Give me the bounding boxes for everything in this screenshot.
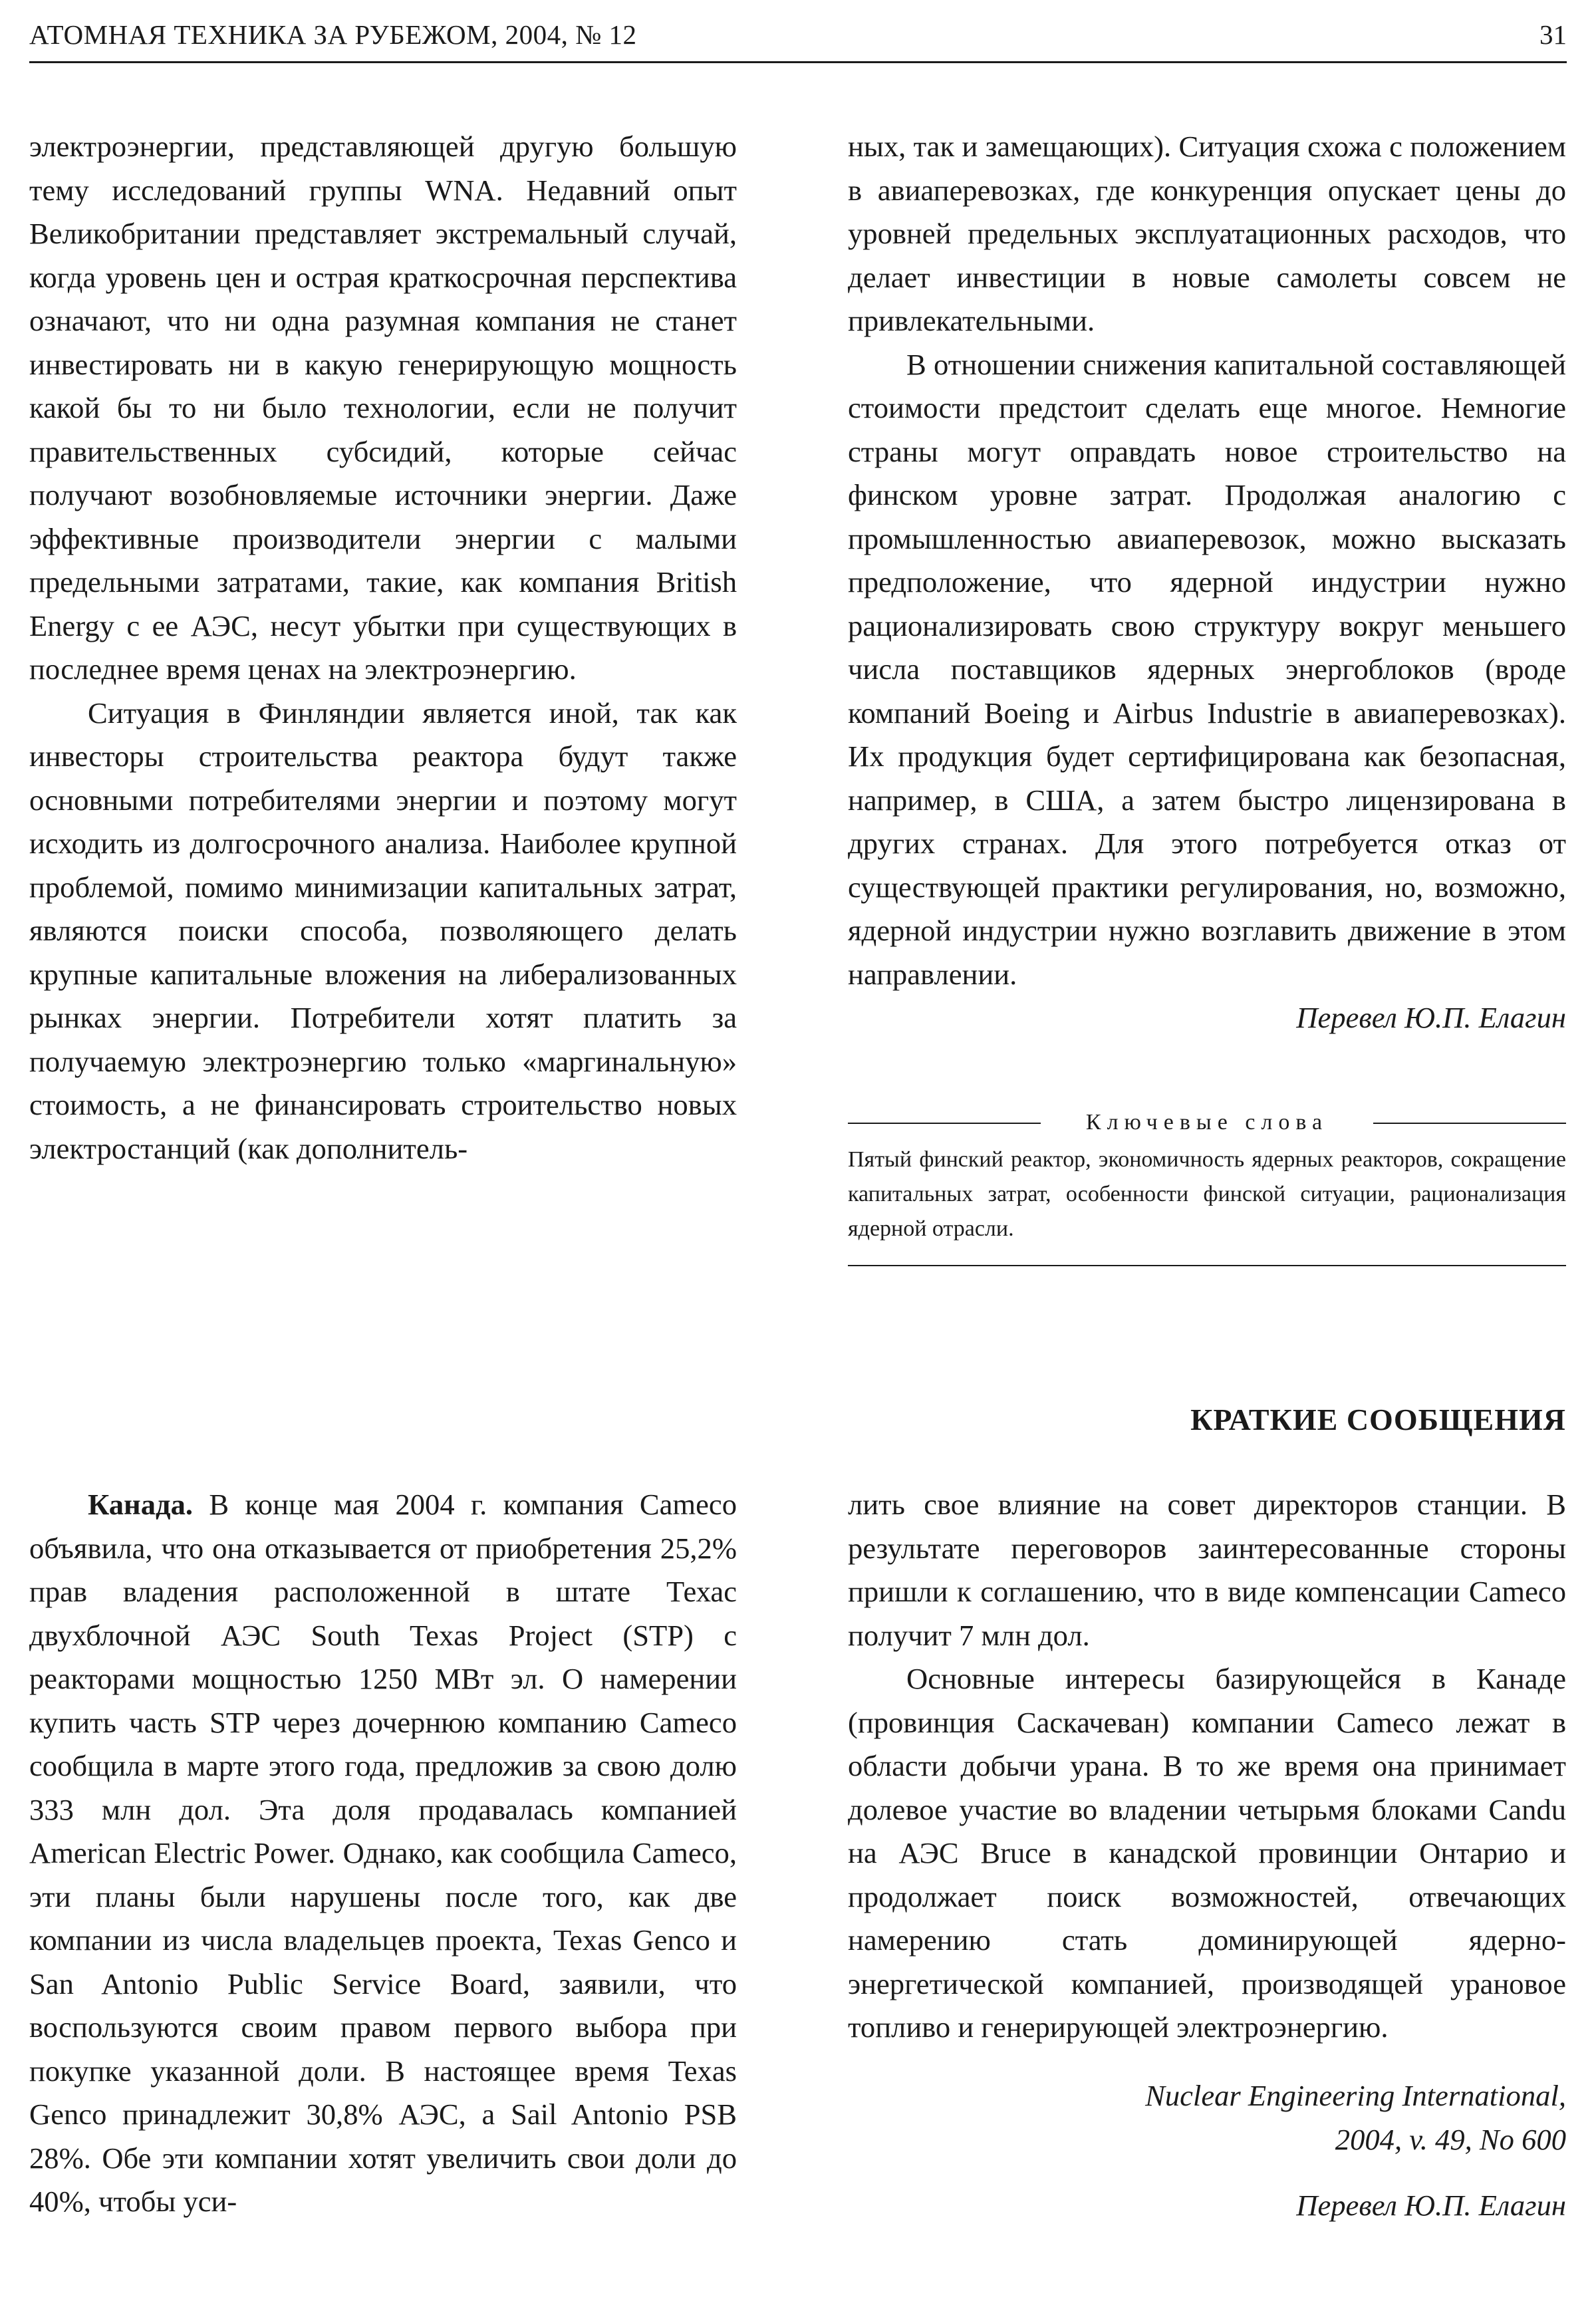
article-paragraph: электроэнергии, представляющей другую большую тему исследований группы WNA. Недавний опыт Великобритании представляет экстремальный случай, когда уровень цен и острая краткосрочная перспектива означают, что ни одна разумная компания не станет инвестировать ни в какую генерирующую мощность какой бы то ни было технологии, если не получит правительственных субсидий, которые сейчас получают возобновляемые источники энергии. Даже эффективные производители энергии с малыми предельными затратами, такие, как компания British Energy с ее АЭС, несут убытки при существующих в последнее время ценах на электроэнергию.	[29, 130, 737, 686]
news-country: Канада.	[88, 1488, 194, 1521]
news-text: В конце мая 2004 г. компания Cameco объявила, что она отказывается от приобретения 25,2% прав владения расположенной в штате Техас двухблочной АЭС South Texas Project (STP) с реакторами мощностью 1250 МВт эл. О намерении купить часть STP через дочернюю компанию Cameco сообщила в марте этого года, предложив за свою долю 333 млн дол. Эта доля продавалась компанией American Electric Power. Однако, как сообщила Cameco, эти планы были нарушены после того, как две компании из числа владельцев проекта, Texas Genco и San Antonio Public Service Board, заявили, что воспользуются своим правом первого выбора при покупке указанной доли. В настоящее время Texas Genco принадлежит 30,8% АЭС, а Sail Antonio PSB 28%. Обе эти компании хотят увеличить свои доли до 40%, чтобы уси-	[29, 1488, 737, 2218]
article-paragraph: Ситуация в Финляндии является иной, так как инвесторы строительства реактора будут также основными потребителями энергии и поэтому могут исходить из долгосрочного анализа. Наиболее крупной проблемой, помимо минимизации капитальных затрат, являются поиски способа, позволяющего делать крупные капитальные вложения на либерализованных рынках энергии. Потребители хотят платить за получаемую электроэнергию только «маргинальную» стоимость, а не финансировать строительство новых электростанций (как дополнитель-	[29, 696, 737, 1165]
article-paragraph: В отношении снижения капитальной составляющей стоимости предстоит сделать еще многое. Немногие страны могут оправдать новое строительство на финском уровне затрат. Продолжая аналогию с промышленностью авиаперевозок, можно высказать предположение, что ядерной индустрии нужно рационализировать свою структуру вокруг меньшего числа поставщиков ядерных энергоблоков (вроде компаний Boeing и Airbus Industrie в авиаперевозках). Их продукция будет сертифицирована как безопасная, например, в США, а затем быстро лицензирована в других странах. Для этого потребуется отказ от существующей практики регулирования, но, возможно, ядерной индустрии нужно возглавить движение в этом направлении.	[848, 347, 1566, 991]
page-number: 31	[1539, 19, 1567, 50]
article-column-left	[29, 125, 737, 1170]
source-line: 2004, v. 49, No 600	[1335, 2122, 1566, 2156]
translator-signature: Перевел Ю.П. Елагин	[1296, 1001, 1566, 1034]
news-paragraph	[29, 1483, 737, 2224]
news-column-left	[29, 1483, 737, 2224]
section-title: КРАТКИЕ СООБЩЕНИЯ	[1190, 1403, 1566, 1436]
keywords-rule-left	[848, 1123, 1041, 1124]
translator-signature: Перевел Ю.П. Елагин	[1296, 2188, 1566, 2222]
header-rule	[29, 61, 1567, 63]
keywords-title: Ключевые слова	[1085, 1110, 1329, 1135]
keywords-heading	[848, 1105, 1566, 1140]
source-citation	[848, 2074, 1566, 2161]
keywords-bottom-rule	[848, 1265, 1566, 1266]
news-paragraph: Основные интересы базирующейся в Канаде (провинция Саскачеван) компании Cameco лежат в области добычи урана. В то же время она принимает долевое участие во владении четырьмя блоками Candu на АЭС Bruce в канадской провинции Онтарио и продолжает поиск возможностей, отвечающих намерению стать доминирующей ядерно-энергетической компанией, производящей урановое топливо и генерирующей электроэнергию.	[848, 1662, 1566, 2044]
source-line: Nuclear Engineering International,	[1145, 2078, 1566, 2112]
article-column-right	[848, 125, 1566, 1040]
news-column-right	[848, 1483, 1566, 2227]
article-paragraph: ных, так и замещающих). Ситуация схожа с положением в авиаперевозках, где конкуренция опускает цены до уровней предельных эксплуатационных расходов, что делает инвестиции в новые самолеты совсем не привлекательными.	[848, 130, 1566, 337]
journal-title: АТОМНАЯ ТЕХНИКА ЗА РУБЕЖОМ, 2004, № 12	[29, 19, 637, 50]
news-paragraph: лить свое влияние на совет директоров станции. В результате переговоров заинтересованные стороны пришли к соглашению, что в виде компенсации Cameco получит 7 млн дол.	[848, 1488, 1566, 1652]
keywords-rule-right	[1373, 1123, 1566, 1124]
running-header	[29, 13, 1567, 60]
keywords-block	[848, 1105, 1566, 1266]
keywords-text: Пятый финский реактор, экономичность ядерных реакторов, сокращение капитальных затрат, особенности финской ситуации, рационализация ядерной отрасли.	[848, 1147, 1566, 1241]
